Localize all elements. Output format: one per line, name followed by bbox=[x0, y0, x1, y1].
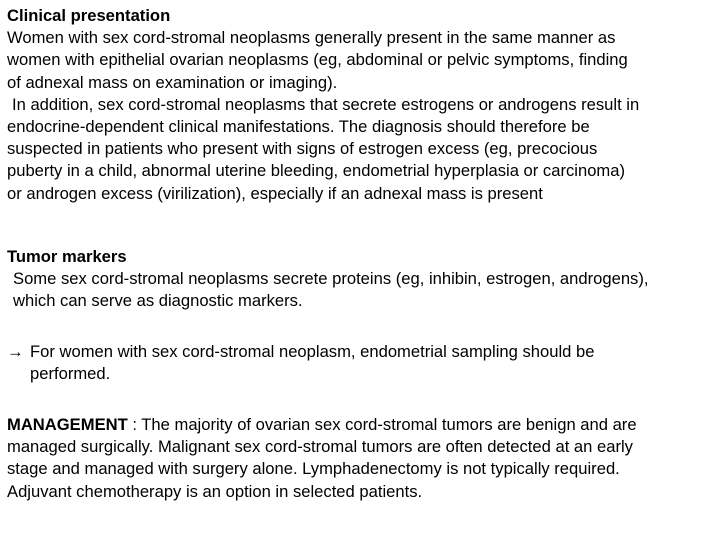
clinical-line: women with epithelial ovarian neoplasms (eg, abdominal or pelvic symptoms, finding bbox=[7, 50, 628, 70]
management-label: MANAGEMENT bbox=[7, 415, 128, 434]
clinical-line: of adnexal mass on examination or imaging). bbox=[7, 72, 338, 92]
clinical-presentation-section bbox=[7, 5, 715, 205]
management-line: stage and managed with surgery alone. Lymphadenectomy is not typically required. bbox=[7, 459, 620, 479]
management-section bbox=[7, 414, 715, 503]
tumor-markers-section bbox=[7, 246, 715, 313]
note-line: performed. bbox=[30, 364, 111, 384]
management-line: : The majority of ovarian sex cord-stromal tumors are benign and are bbox=[127, 415, 637, 434]
clinical-line: or androgen excess (virilization), especially if an adnexal mass is present bbox=[7, 183, 543, 203]
clinical-line: suspected in patients who present with signs of estrogen excess (eg, precocious bbox=[7, 139, 598, 159]
note-line: For women with sex cord-stromal neoplasm, endometrial sampling should be bbox=[30, 342, 595, 361]
clinical-line: endocrine-dependent clinical manifestations. The diagnosis should therefore be bbox=[7, 117, 590, 137]
management-line: managed surgically. Malignant sex cord-stromal tumors are often detected at an early bbox=[7, 437, 633, 457]
tumor-markers-line: Some sex cord-stromal neoplasms secrete proteins (eg, inhibin, estrogen, androgens), bbox=[13, 269, 649, 289]
tumor-markers-heading: Tumor markers bbox=[7, 247, 127, 266]
tumor-markers-line: which can serve as diagnostic markers. bbox=[13, 291, 303, 311]
clinical-line: In addition, sex cord-stromal neoplasms that secrete estrogens or androgens result in bbox=[12, 94, 640, 114]
clinical-line: puberty in a child, abnormal uterine bleeding, endometrial hyperplasia or carcinoma) bbox=[7, 161, 625, 181]
clinical-line: Women with sex cord-stromal neoplasms generally present in the same manner as bbox=[7, 28, 616, 48]
endometrial-sampling-note bbox=[7, 341, 715, 385]
management-line: Adjuvant chemotherapy is an option in selected patients. bbox=[7, 481, 423, 501]
arrow-right-icon: → bbox=[7, 342, 24, 361]
clinical-presentation-heading: Clinical presentation bbox=[7, 6, 171, 25]
